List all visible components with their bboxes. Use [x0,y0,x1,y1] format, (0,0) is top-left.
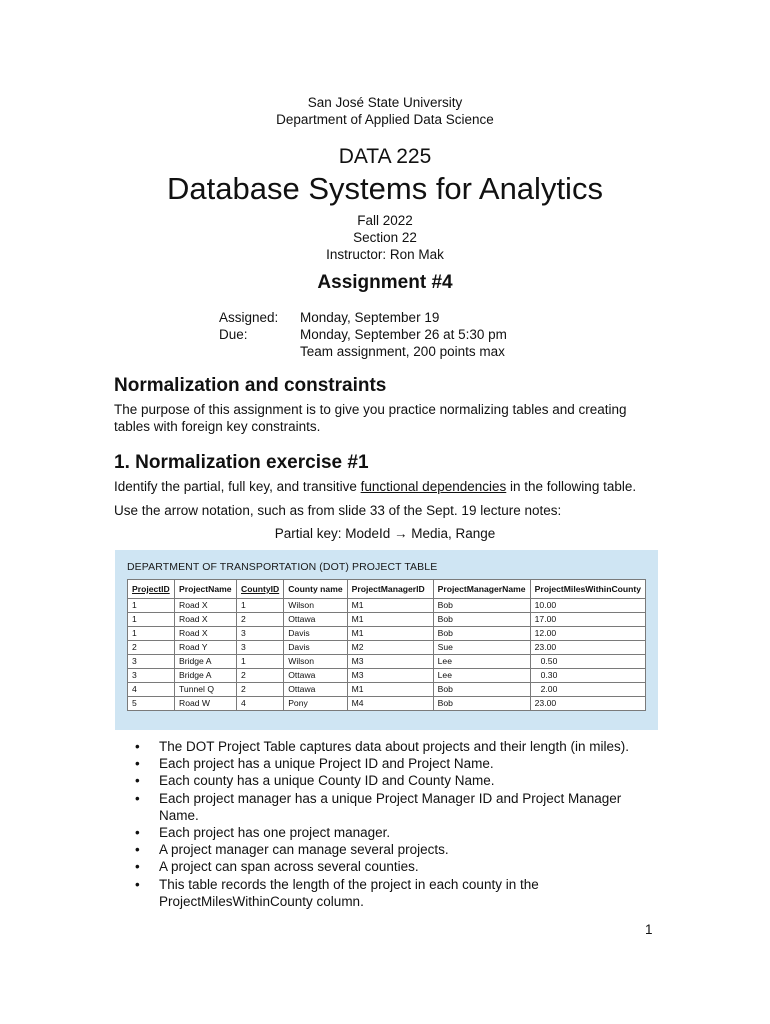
table-cell: 1 [237,655,284,669]
table-row [128,599,646,613]
list-item-text: Each project has one project manager. [159,825,391,841]
list-item [135,790,655,824]
list-item-text: Each county has a unique County ID and County Name. [159,773,495,789]
assigned-label: Assigned: [219,310,279,325]
table-cell: M1 [347,627,433,641]
table-cell: 3 [128,669,175,683]
table-cell: 5 [128,697,175,711]
table-cell: 1 [128,599,175,613]
requirements-list [135,738,655,910]
table-cell: 4 [128,683,175,697]
table-cell: Road Y [175,641,237,655]
partial-key-example: Partial key: ModeId → Media, Range [274,526,496,541]
table-row [128,669,646,683]
table-row [128,697,646,711]
table-cell: Sue [433,641,530,655]
table-cell: 23.00 [530,641,645,655]
bullet-icon: • [135,876,140,892]
table-header-row [128,580,646,599]
table-cell: 3 [237,641,284,655]
table-cell: Road X [175,599,237,613]
bullet-icon: • [135,790,140,806]
table-cell: Wilson [284,599,347,613]
table-cell: 1 [237,599,284,613]
section-intro: The purpose of this assignment is to give you practice normalizing tables and creating tables with foreign key constraints. [114,402,627,434]
list-item-text: A project manager can manage several projects. [159,842,449,858]
bullet-icon: • [135,842,140,858]
table-cell: Ottawa [284,613,347,627]
table-cell: Road W [175,697,237,711]
table-cell: 0.30 [530,669,645,683]
exercise-instruction-2: Use the arrow notation, such as from slide 33 of the Sept. 19 lecture notes: [114,503,562,518]
table-cell: 3 [237,627,284,641]
col-county-id: CountyID [237,580,284,599]
assigned-date: Monday, September 19 [300,310,440,325]
list-item-text: The DOT Project Table captures data about projects and their length (in miles). [159,739,629,754]
col-project-id: ProjectID [128,580,175,599]
col-project-manager-id: ProjectManagerID [347,580,433,599]
exercise-heading: 1. Normalization exercise #1 [114,452,369,473]
bullet-icon: • [135,739,140,754]
dot-table-figure [115,550,658,730]
header-institution [0,94,770,128]
table-cell: 12.00 [530,627,645,641]
table-cell: 1 [128,613,175,627]
table-cell: Ottawa [284,669,347,683]
table-cell: Tunnel Q [175,683,237,697]
table-cell: 2.00 [530,683,645,697]
page-number: 1 [645,922,653,937]
section: Section 22 [353,230,417,245]
bullet-icon: • [135,756,140,772]
col-county-name: County name [284,580,347,599]
list-item [135,858,655,875]
table-cell: M1 [347,683,433,697]
bullet-icon: • [135,773,140,789]
dot-project-table [127,579,646,711]
table-cell: M3 [347,669,433,683]
table-row [128,655,646,669]
due-label: Due: [219,327,248,342]
table-cell: M1 [347,599,433,613]
table-caption: DEPARTMENT OF TRANSPORTATION (DOT) PROJECT TABLE [127,561,438,573]
table-cell: Ottawa [284,683,347,697]
table-cell: 2 [237,683,284,697]
instructor: Instructor: Ron Mak [326,247,444,262]
table-cell: Lee [433,669,530,683]
course-details [0,212,770,263]
table-cell: Bob [433,683,530,697]
table-cell: Bob [433,697,530,711]
table-cell: 23.00 [530,697,645,711]
table-cell: 2 [128,641,175,655]
table-row [128,683,646,697]
table-cell: 10.00 [530,599,645,613]
university-name: San José State University [307,95,463,110]
list-item-text: This table records the length of the project in each county in the ProjectMilesWithinCounty column. [159,876,539,909]
table-cell: 17.00 [530,613,645,627]
exercise-instruction-1 [114,478,659,495]
table-cell: 1 [128,627,175,641]
table-cell: Bob [433,627,530,641]
section-heading-normalization: Normalization and constraints [114,375,387,396]
bullet-icon: • [135,859,140,875]
list-item-text: A project can span across several counties. [159,859,419,875]
col-project-miles: ProjectMilesWithinCounty [530,580,645,599]
table-row [128,627,646,641]
list-item [135,824,655,841]
instruction-text-end: in the following table. [506,479,637,494]
list-item [135,841,655,858]
list-item [135,772,655,789]
table-cell: Bridge A [175,655,237,669]
table-cell: Road X [175,627,237,641]
assignment-note: Team assignment, 200 points max [300,344,505,359]
table-cell: 2 [237,613,284,627]
table-cell: Pony [284,697,347,711]
bullet-icon: • [135,825,140,841]
table-cell: 0.50 [530,655,645,669]
table-row [128,613,646,627]
table-cell: Davis [284,641,347,655]
list-item [135,755,655,772]
department-name: Department of Applied Data Science [276,112,494,127]
table-cell: 4 [237,697,284,711]
table-body [128,599,646,711]
table-row [128,641,646,655]
table-cell: M1 [347,613,433,627]
functional-dependencies-link[interactable]: functional dependencies [360,479,507,494]
list-item-text: Each project has a unique Project ID and Project Name. [159,756,494,772]
table-cell: Wilson [284,655,347,669]
course-code: DATA 225 [338,145,432,168]
table-cell: M2 [347,641,433,655]
table-cell: Road X [175,613,237,627]
table-cell: 3 [128,655,175,669]
assignment-title: Assignment #4 [317,272,453,293]
instruction-text: Identify the partial, full key, and transitive [114,479,361,494]
table-cell: Bridge A [175,669,237,683]
list-item [135,876,655,910]
table-cell: Davis [284,627,347,641]
course-title: Database Systems for Analytics [167,171,603,206]
table-cell: 2 [237,669,284,683]
table-cell: Bob [433,613,530,627]
term: Fall 2022 [357,213,413,228]
table-cell: M4 [347,697,433,711]
list-item-text: Each project manager has a unique Project Manager ID and Project Manager Name. [159,790,622,823]
col-project-name: ProjectName [175,580,237,599]
due-date: Monday, September 26 at 5:30 pm [300,327,507,342]
table-cell: Bob [433,599,530,613]
table-cell: M3 [347,655,433,669]
list-item [135,738,655,755]
col-project-manager-name: ProjectManagerName [433,580,530,599]
assignment-dates [219,309,507,360]
table-cell: Lee [433,655,530,669]
